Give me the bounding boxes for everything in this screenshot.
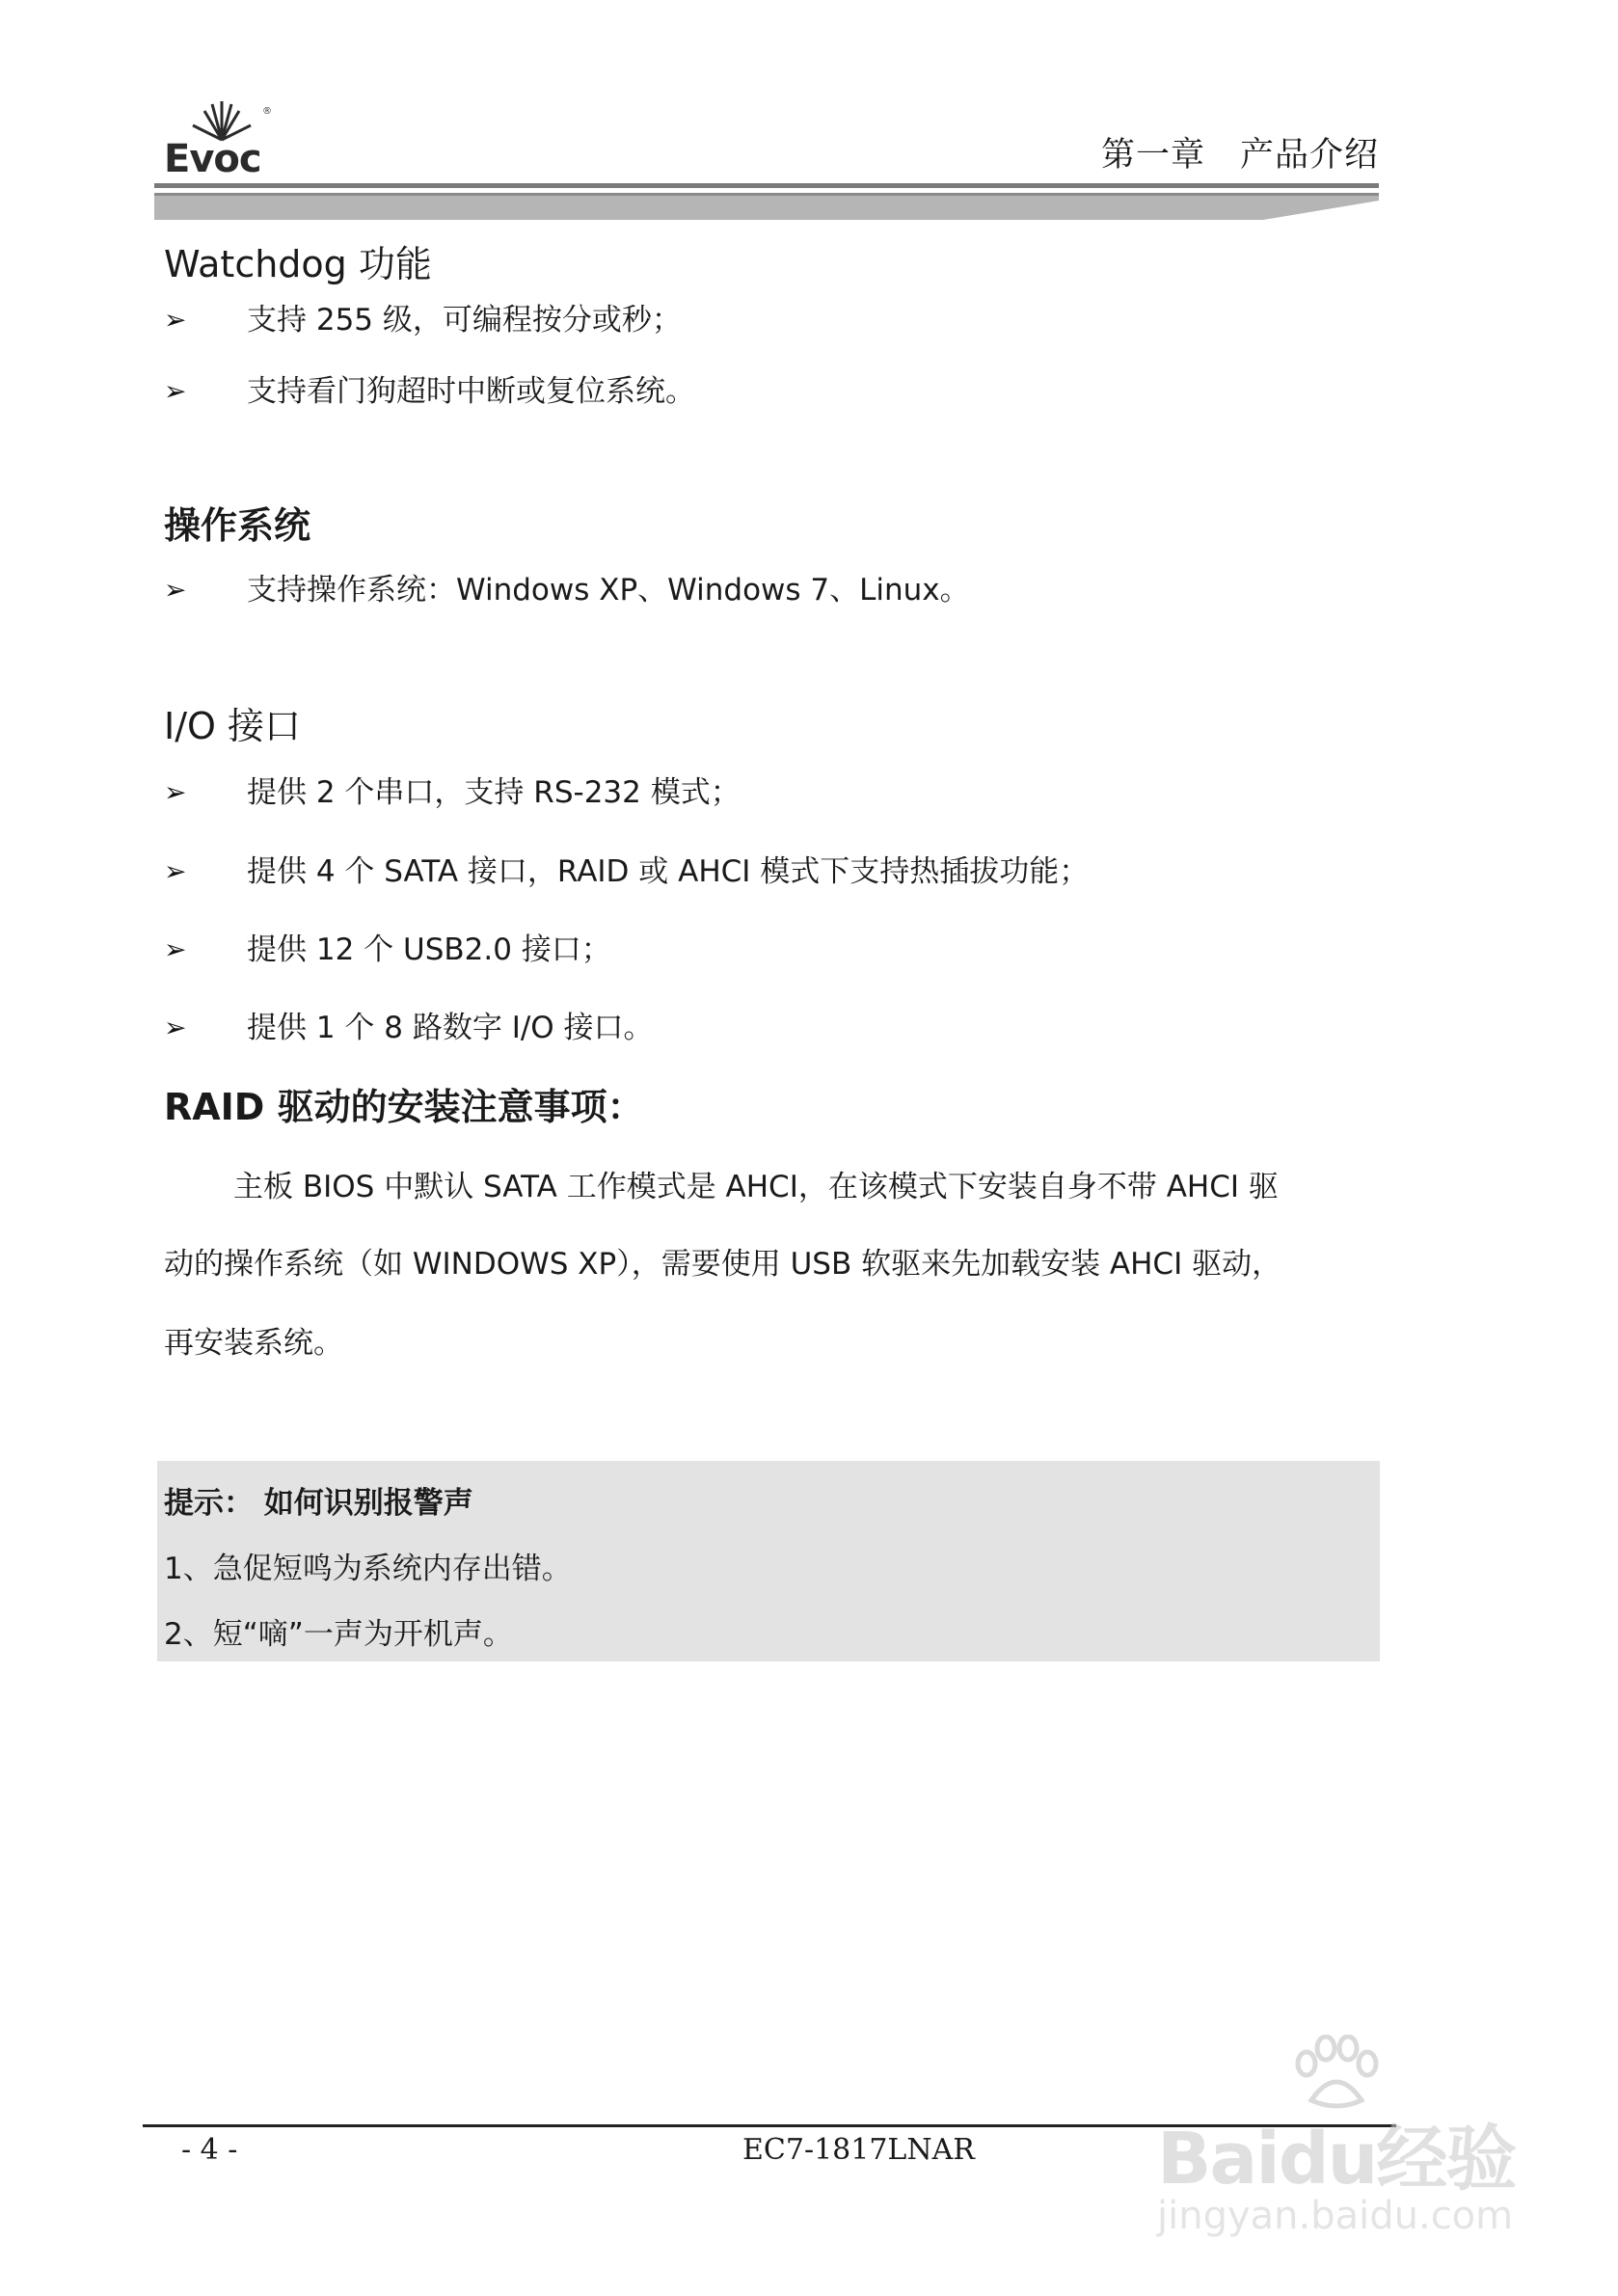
arrow-bullet-icon: ➢ (164, 855, 187, 887)
section-title-watchdog: Watchdog 功能 (164, 243, 432, 285)
paragraph-line: 动的操作系统（如 WINDOWS XP），需要使用 USB 软驱来先加载安装 AHCI 驱动， (164, 1247, 1282, 1282)
watermark-url: jingyan.baidu.com (1157, 2194, 1514, 2238)
tip-line: 1、急促短鸣为系统内存出错。 (164, 1552, 572, 1586)
section-title-io: I/O 接口 (164, 705, 301, 747)
page-number: - 4 - (181, 2133, 238, 2167)
paragraph-line: 再安装系统。 (164, 1326, 343, 1361)
section-title-os: 操作系统 (164, 504, 311, 547)
watermark-brand: Baidu经验 (1157, 2118, 1516, 2201)
arrow-bullet-icon: ➢ (164, 933, 187, 965)
chapter-heading: 第一章 产品介绍 (1100, 136, 1379, 175)
tip-title: 提示： 如何识别报警声 (164, 1486, 473, 1521)
arrow-bullet-icon: ➢ (164, 304, 187, 336)
svg-text:®: ® (262, 106, 272, 117)
model-number: EC7-1817LNAR (742, 2133, 975, 2167)
paragraph-line: 主板 BIOS 中默认 SATA 工作模式是 AHCI，在该模式下安装自身不带 AHCI 驱 (233, 1170, 1279, 1204)
arrow-bullet-icon: ➢ (164, 1012, 187, 1043)
baidu-watermark (1147, 2035, 1533, 2247)
logo-text: Evoc (164, 137, 261, 181)
section-title-raid: RAID 驱动的安装注意事项： (164, 1086, 644, 1128)
paw-icon (1282, 2035, 1389, 2112)
arrow-bullet-icon: ➢ (164, 375, 187, 407)
header-rule (154, 181, 1379, 226)
tip-line: 2、短“嘀”一声为开机声。 (164, 1617, 513, 1652)
arrow-bullet-icon: ➢ (164, 574, 187, 606)
arrow-bullet-icon: ➢ (164, 776, 187, 808)
evoc-logo (154, 96, 289, 183)
